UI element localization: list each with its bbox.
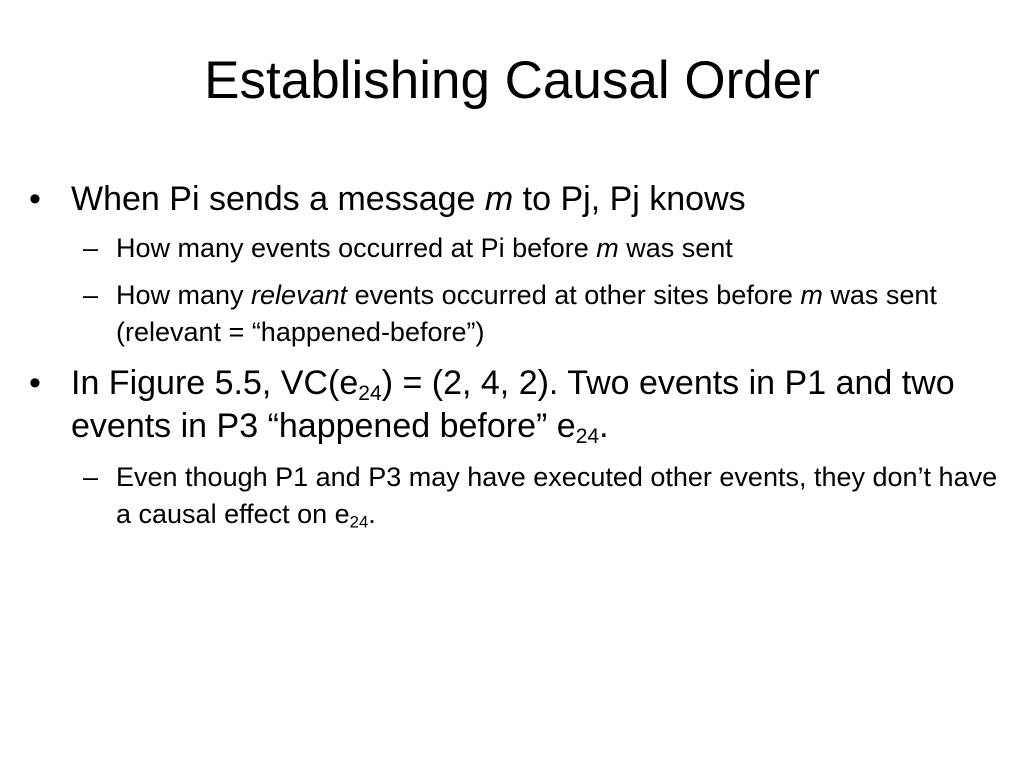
subscript: 24: [358, 381, 382, 405]
sub-bullet-text: How many: [116, 280, 252, 310]
sub-bullet-text: How many events occurred at Pi before: [116, 233, 597, 263]
sub-bullet-text: .: [368, 499, 376, 529]
subscript: 24: [349, 512, 369, 532]
bullet-list: [29, 178, 1004, 533]
sub-bullet-emphasis: m: [800, 280, 823, 310]
dash-marker: –: [83, 462, 99, 492]
subscript: 24: [575, 424, 600, 448]
sub-bullet-text: Even though P1 and P3 may have executed other events, they don’t have a causal effect on e: [116, 462, 998, 529]
bullet-item-2: [29, 362, 1004, 448]
dash-marker: –: [83, 233, 99, 263]
sub-bullet-item-1-2: [29, 277, 1004, 351]
bullet-text: .: [599, 407, 609, 445]
bullet-marker: •: [29, 180, 41, 218]
sub-bullet-item-2-1: [29, 459, 1004, 533]
sub-bullet-emphasis: m: [596, 233, 619, 263]
bullet-text: In Figure 5.5, VC(e: [71, 364, 359, 402]
slide-title: Establishing Causal Order: [204, 51, 820, 110]
sub-bullet-text: events occurred at other sites before: [347, 280, 801, 310]
bullet-text: When Pi sends a message: [71, 180, 485, 218]
sub-bullet-emphasis: relevant: [251, 280, 348, 310]
bullet-emphasis: m: [484, 180, 514, 218]
sub-bullet-item-1-1: [29, 230, 1004, 267]
sub-bullet-text: was sent: [618, 233, 733, 263]
sub-bullet-text: was sent (relevant = “happened-before”): [116, 280, 937, 347]
dash-marker: –: [83, 280, 99, 310]
bullet-marker: •: [29, 364, 41, 402]
bullet-text: ) = (2, 4, 2). Two events in P1 and two events in P3 “happened before” e: [71, 364, 955, 445]
bullet-text: to Pj, Pj knows: [513, 180, 746, 218]
bullet-item-1: [29, 178, 1004, 221]
